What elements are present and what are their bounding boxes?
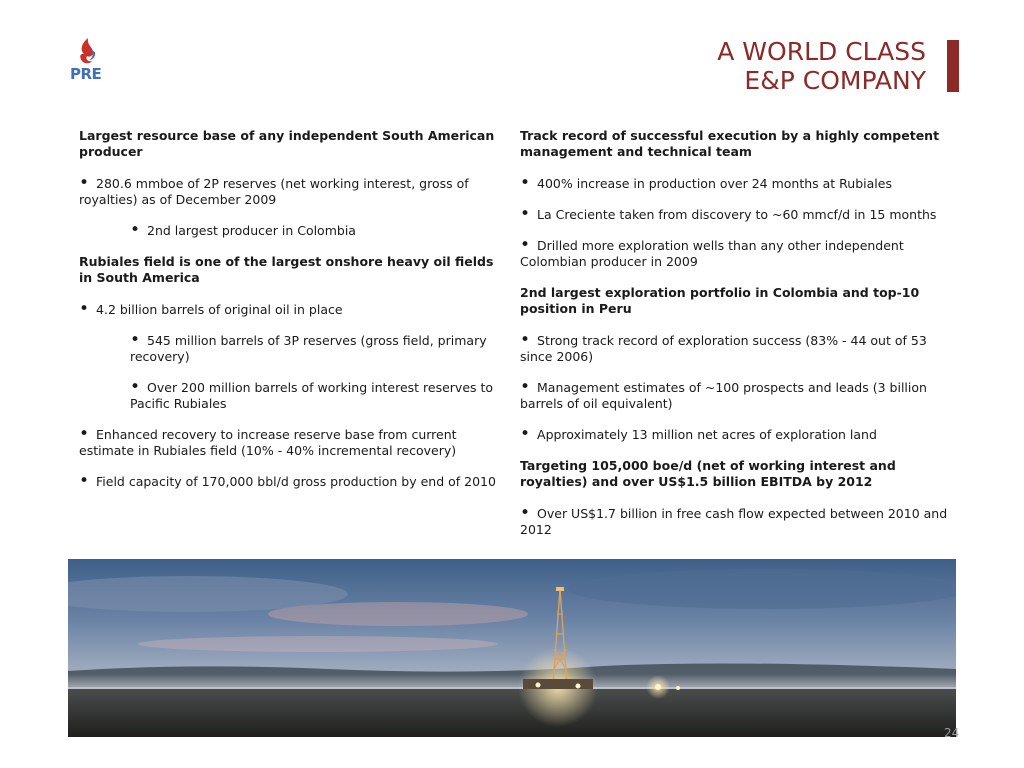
- list-item: • Drilled more exploration wells than any other independent Colombian producer in 2009: [520, 235, 904, 269]
- list-item: • 400% increase in production over 24 months at Rubiales: [520, 173, 892, 193]
- title-accent-bar: [947, 40, 959, 92]
- drilling-rig-photo: [68, 559, 956, 737]
- bullet-icon: •: [79, 173, 90, 193]
- list-item: • La Creciente taken from discovery to ~60 mmcf/d in 15 months: [520, 204, 937, 224]
- slide-title: [717, 37, 926, 95]
- right-column: [520, 128, 952, 553]
- bullet-icon: •: [79, 299, 90, 319]
- list-item: • Over 200 million barrels of working interest reserves to Pacific Rubiales: [130, 377, 494, 411]
- flame-drop-icon: [68, 36, 108, 66]
- bullet-icon: •: [520, 235, 531, 255]
- right-heading-track-record: Track record of successful execution by a highly competent management and technical team: [520, 128, 940, 159]
- list-item: • 545 million barrels of 3P reserves (gross field, primary recovery): [130, 330, 487, 364]
- list-item: • 4.2 billion barrels of original oil in place: [79, 299, 343, 319]
- logo-wordmark: PRE: [70, 65, 102, 83]
- bullet-icon: •: [130, 377, 141, 397]
- left-column: [79, 128, 499, 505]
- list-item: • Enhanced recovery to increase reserve base from current estimate in Rubiales field (10% - 40% incremental recovery): [79, 424, 457, 458]
- bullet-icon: •: [130, 220, 141, 240]
- list-item: • Approximately 13 million net acres of exploration land: [520, 424, 877, 444]
- list-item: • 280.6 mmboe of 2P reserves (net working interest, gross of royalties) as of December 2009: [79, 173, 469, 207]
- bullet-icon: •: [520, 424, 531, 444]
- left-heading-rubiales: Rubiales field is one of the largest onshore heavy oil fields in South America: [79, 254, 494, 285]
- bullet-icon: •: [520, 503, 531, 523]
- list-item: • 2nd largest producer in Colombia: [130, 220, 356, 240]
- title-line-2: E&P COMPANY: [744, 66, 926, 95]
- list-item: • Strong track record of exploration success (83% - 44 out of 53 since 2006): [520, 330, 927, 364]
- list-item: • Over US$1.7 billion in free cash flow expected between 2010 and 2012: [520, 503, 948, 537]
- bullet-icon: •: [130, 330, 141, 350]
- title-line-1: A WORLD CLASS: [717, 37, 926, 66]
- list-item: • Management estimates of ~100 prospects and leads (3 billion barrels of oil equivalent): [520, 377, 927, 411]
- bullet-icon: •: [520, 204, 531, 224]
- bullet-icon: •: [520, 330, 531, 350]
- left-heading-resource-base: Largest resource base of any independent South American producer: [79, 128, 495, 159]
- bullet-icon: •: [520, 377, 531, 397]
- list-item: • Field capacity of 170,000 bbl/d gross production by end of 2010: [79, 471, 496, 491]
- page-number: 24: [944, 726, 960, 740]
- bullet-icon: •: [520, 173, 531, 193]
- bullet-icon: •: [79, 471, 90, 491]
- bullet-icon: •: [79, 424, 90, 444]
- right-heading-targeting: Targeting 105,000 boe/d (net of working interest and royalties) and over US$1.5 billion EBITDA by 2012: [520, 458, 896, 489]
- company-logo: [68, 36, 108, 86]
- right-heading-exploration: 2nd largest exploration portfolio in Colombia and top-10 position in Peru: [520, 285, 920, 316]
